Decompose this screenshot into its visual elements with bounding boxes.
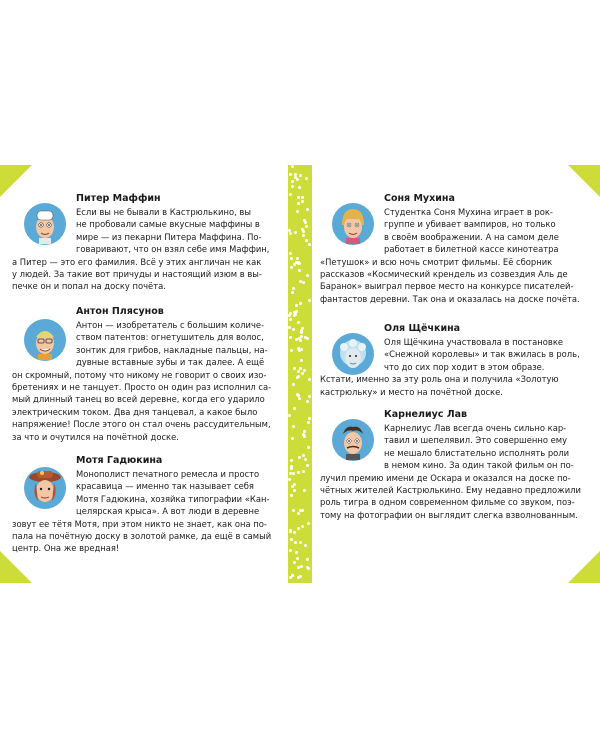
spine-dot <box>308 299 311 302</box>
spine-dot <box>297 527 300 530</box>
spine-dot <box>301 525 304 528</box>
spine-dot <box>299 174 302 177</box>
spine-dot <box>308 378 311 381</box>
corner-decoration <box>0 551 32 583</box>
spine-dot <box>289 336 292 339</box>
person-name: Питер Маффин <box>76 193 161 204</box>
spine-dot <box>299 302 302 305</box>
spine-dot <box>297 576 300 579</box>
spine-dot <box>303 369 306 372</box>
corner-decoration <box>568 551 600 583</box>
spine-dot <box>289 252 292 255</box>
spine-dot <box>294 231 297 234</box>
spine-dot <box>293 561 296 564</box>
spine-dot <box>293 489 296 492</box>
entry-sonya-mukhina <box>384 193 580 205</box>
spine-dot <box>289 530 292 533</box>
spine-dot <box>293 407 296 410</box>
spine-dot <box>305 177 308 180</box>
spine-dot <box>300 359 303 362</box>
spine-dot <box>292 287 295 290</box>
spine-dot <box>302 454 305 457</box>
spine-dot <box>299 339 302 342</box>
spine-dot <box>298 186 301 189</box>
spine-dot <box>306 274 309 277</box>
entry-olya-shchyochkina <box>384 323 580 335</box>
spine-dot <box>298 397 301 400</box>
person-name: Карнелиус Лав <box>384 409 468 420</box>
spine-dot <box>293 314 296 317</box>
entry-anton-plyasunov <box>76 306 272 318</box>
spine-dot <box>289 472 292 475</box>
spine-dot <box>291 185 294 188</box>
entry-olya-shchyochkina-text <box>320 335 582 398</box>
spine-dot <box>292 425 295 428</box>
spine-dot <box>301 372 304 375</box>
spine-dot <box>307 522 310 525</box>
book-spread <box>0 165 600 583</box>
spine-dot <box>308 417 311 420</box>
spine-dot <box>299 541 302 544</box>
spine-dot <box>304 221 307 224</box>
spine-dot <box>305 225 308 228</box>
spine-dot <box>288 326 291 329</box>
spine-dot <box>291 291 294 294</box>
spine-dot <box>292 472 295 475</box>
spine-dot <box>293 367 296 370</box>
spine-dot <box>290 538 293 541</box>
spine-dot <box>306 558 309 561</box>
spine-dot <box>295 304 298 307</box>
person-description: Антон — изобретатель с большим количе- ством патентов: огнетушитель для волос, зонтик для грибов, накладные пальцы, на- дувные вставные зубы и так далее. А ещё он скромный, потому что никому не говорит о своих изо- бретениях и не танцует. Просто он один раз исполнил са- мый длинный танец во всей деревне, когда его ударило электрическим током. Два дня танцевал, а какое было напряжение! После этого он стал очень рассудительным, за что и очутился на почётной доске. <box>12 320 272 442</box>
spine-dot <box>296 178 299 181</box>
spine-dot <box>302 433 305 436</box>
spine-dot <box>290 459 293 462</box>
person-name: Соня Мухина <box>384 193 455 204</box>
spine-dot <box>304 544 307 547</box>
spine-dot <box>306 400 309 403</box>
spine-dot <box>298 456 301 459</box>
spine-dot <box>293 311 296 314</box>
book-spine <box>288 165 312 583</box>
spine-dot <box>302 281 305 284</box>
person-description: Карнелиус Лав всегда очень сильно кар- тавил и шепелявил. Это совершенно ему не мешало блистательно исполнять роли в немом кино. За один такой фильм он по- лучил премию имени де Оскара и оказался на доске по- чётных жителей Кастрюлькино. Ему недавно предложили роль тигра в одном современном фильме со звуком, поэ- тому на фотографии он выглядит слегка взволнованным. <box>320 423 581 520</box>
spine-dot <box>297 471 300 474</box>
spine-dot <box>304 458 307 461</box>
spine-dot <box>297 394 300 397</box>
spine-dot <box>301 509 304 512</box>
entry-sonya-mukhina-text <box>320 205 582 305</box>
spine-dot <box>303 489 306 492</box>
left-page <box>0 165 288 583</box>
spine-dot <box>294 541 297 544</box>
person-name: Мотя Гадюкина <box>76 455 163 466</box>
entry-motya-gadyukina <box>76 455 272 467</box>
spine-dot <box>297 512 300 515</box>
spine-dot <box>290 257 293 260</box>
entry-piter-maffin <box>76 193 272 205</box>
spine-dot <box>298 349 301 352</box>
spine-dot <box>295 338 298 341</box>
spine-dot <box>307 446 310 449</box>
spine-dot <box>289 173 292 176</box>
spine-dot <box>296 557 299 560</box>
spine-dot <box>290 465 293 468</box>
spine-dot <box>308 395 311 398</box>
spine-dot <box>308 243 311 246</box>
spine-dot <box>302 470 305 473</box>
spine-dot <box>297 202 300 205</box>
corner-decoration <box>0 165 32 197</box>
spine-dot <box>302 234 305 237</box>
spine-dot <box>290 349 293 352</box>
entry-piter-maffin-text <box>12 205 274 293</box>
entry-motya-gadyukina-text <box>12 467 274 555</box>
spine-dot <box>296 376 299 379</box>
entry-karnelius-lav <box>384 409 580 421</box>
person-description: Оля Щёчкина участвовала в постановке «Снежной королевы» и так вжилась в роль, что до сих пор ходит в этом образе. Кстати, именно за эту роль она и получила «Золотую кастрюльку» и место на почётной доске. <box>320 337 580 397</box>
person-description: Монополист печатного ремесла и просто красавица — именно так называет себя Мотя Гадюкина, хозяйка типографии «Кан- целярская крыса». А вот люди в деревне зовут ее тётя Мотя, при этом никто не знает, как она по- пала на почётную доску в золотой рамке, да ещё в самый центр. Она же вредная! <box>12 469 272 554</box>
spine-dot <box>295 551 298 554</box>
spine-dot <box>289 193 292 196</box>
person-name: Оля Щёчкина <box>384 323 461 334</box>
spine-dot <box>289 232 292 235</box>
spine-dot <box>289 312 292 315</box>
spine-dot <box>304 336 307 339</box>
spine-dot <box>299 280 302 283</box>
spine-dot <box>293 531 296 534</box>
person-description: Если вы не бывали в Кастрюлькино, вы не пробовали самые вкусные маффины в мире — из пекарни Питера Маффина. По- говаривают, что он взял себе имя Маффин, а Питер — это его фамилия. Всё у этих англичан не как у людей. За такие вот причуды и настоящий изюм в вы- печке он и попал на доску почёта. <box>12 207 270 292</box>
entry-karnelius-lav-text <box>320 421 582 521</box>
right-page <box>312 165 600 583</box>
spine-dot <box>289 549 292 552</box>
spine-dot <box>306 464 309 467</box>
spine-dot <box>290 494 293 497</box>
spine-dot <box>297 321 300 324</box>
spine-dot <box>290 266 293 269</box>
spine-dot <box>297 370 300 373</box>
spine-dot <box>291 437 294 440</box>
spine-dot <box>305 239 308 242</box>
spine-dot <box>292 509 295 512</box>
spine-dot <box>303 430 306 433</box>
spine-dot <box>297 196 300 199</box>
spine-dot <box>298 269 301 272</box>
spine-dot <box>291 165 294 168</box>
spine-dot <box>307 421 310 424</box>
spine-dot <box>306 566 309 569</box>
spine-dot <box>291 180 294 183</box>
spine-dot <box>301 196 304 199</box>
spine-dot <box>292 328 295 331</box>
person-description: Студентка Соня Мухина играет в рок- группе и убивает вампиров, но только в своём воображении. А на самом деле работает в билетной кассе кинотеатра «Петушок» и всю ночь смотрит фильмы. Её сборник рассказов «Космический крендель из созвездия Аль де Баранок» выиграл первое место на конкурсе писателей- фантастов деревни. Так она и оказалась на доске почёта. <box>320 207 580 304</box>
spine-dot <box>288 478 291 481</box>
spine-dot <box>301 228 304 231</box>
spine-dot <box>296 210 299 213</box>
entry-anton-plyasunov-text <box>12 318 274 443</box>
spine-dot <box>300 329 303 332</box>
spine-dot <box>300 565 303 568</box>
person-name: Антон Плясунов <box>76 306 164 317</box>
spine-dot <box>289 318 292 321</box>
spine-dot <box>296 257 299 260</box>
spine-dot <box>295 261 298 264</box>
spine-dot <box>301 200 304 203</box>
spine-dot <box>293 483 296 486</box>
spine-dot <box>292 383 295 386</box>
spine-dot <box>289 576 292 579</box>
spine-dot <box>306 208 309 211</box>
spine-dot <box>288 414 291 417</box>
